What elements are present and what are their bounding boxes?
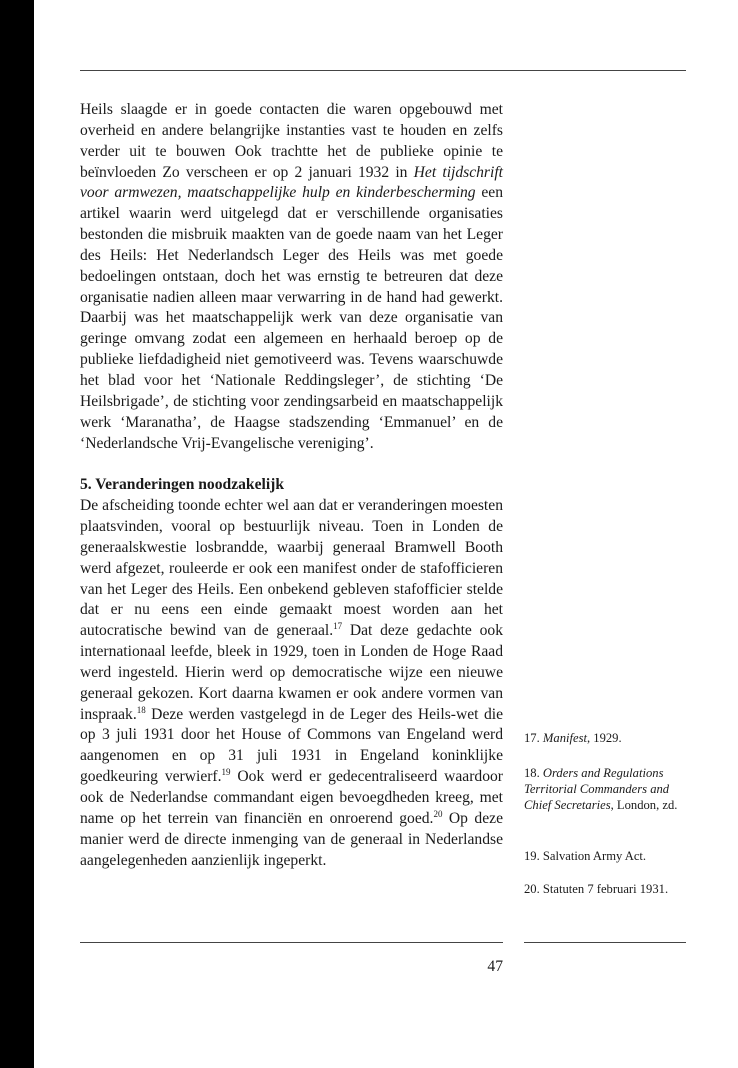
footnote-text: , London, zd.	[610, 798, 678, 812]
footnote-ref-18[interactable]: 18	[136, 704, 146, 715]
paragraph-text: Dat deze gedachte ook internationaal leefde, bleek in 1929, toen in Londen de Hoge Raad werd ingesteld. Hierin werd op democratische wijze een nieuwe generaal gekozen. Kort daarna kwamen er ook andere vormen van inspraak.	[80, 622, 503, 723]
top-rule	[80, 70, 686, 71]
footnote-title: Manifest	[542, 731, 587, 745]
footnote-number: 17.	[524, 731, 540, 745]
main-text-column	[80, 100, 503, 871]
footnote-17	[524, 730, 689, 746]
bottom-rule-main	[80, 942, 503, 943]
footnote-title: Orders and Regulations Territorial Commanders and Chief Secretaries	[524, 766, 670, 812]
footnote-ref-19[interactable]: 19	[221, 766, 231, 777]
footnote-ref-20[interactable]: 20	[433, 808, 443, 819]
footnote-text: , 1929.	[586, 731, 622, 745]
footnote-19: 19. Salvation Army Act.	[524, 849, 647, 863]
page-number: 47	[487, 958, 503, 975]
journal-title: Het tijdschrift voor armwezen, maatschappelijke hulp en kinderbescherming	[80, 163, 504, 202]
paragraph-text: Heils slaagde er in goede contacten die waren opgebouwd met overheid en andere belangrijke instanties vast te houden en zelfs verder uit te bouwen Ook trachtte het de publieke opinie te beïnvloeden Zo verscheen er op 2 januari 1932 in	[80, 101, 503, 181]
footnote-20: 20. Statuten 7 februari 1931.	[524, 882, 669, 896]
section-heading: 5. Veranderingen noodzakelijk	[80, 476, 285, 494]
footnote-18	[524, 765, 689, 813]
footnote-ref-17[interactable]: 17	[333, 621, 343, 632]
bottom-rule-side	[524, 942, 686, 943]
paragraph-text: Deze werden vastgelegd in de Leger des Heils-wet die op 3 juli 1931 door het House of Commons van Engeland werd aangenomen en op 31 juli 1931 in Engeland koninklijke goedkeuring verwierf.	[80, 705, 503, 786]
binding-edge	[0, 0, 34, 1068]
body-paragraph-1	[80, 100, 503, 454]
body-paragraph-2	[80, 496, 503, 871]
paragraph-text: Op deze manier werd de directe inmenging van de generaal in Nederlandse aangelegenheden aanzienlijk ingeperkt.	[80, 809, 503, 869]
paragraph-text: een artikel waarin werd uitgelegd dat er verschillende organisaties bestonden die misbruik maakten van de goede naam van het Leger des Heils: Het Nederlandsch Leger des Heils was met goede bedoelingen ontstaan, doch het was ernstig te betreuren dat deze organisatie nadien alleen maar verwarring in de hand had gewerkt. Daarbij was het maatschappelijk werk van deze organisatie van geringe omvang zodat een algemeen en herhaald beroep op de publieke liefdadigheid niet gemotiveerd was. Tevens waarschuwde het blad voor het ‘Nationale Reddingsleger’, de stichting ‘De Heilsbrigade’, de stichting voor zendingsarbeid en maatschappelijk werk ‘Maranatha’, de Haagse stadszending ‘Emmanuel’ en de ‘Nederlandsche Vrij-Evangelische vereniging’.	[80, 184, 503, 452]
paragraph-text: Ook werd er gedecentraliseerd waardoor ook de Nederlandse commandant eigen bevoegdheden kreeg, met name op het terrein van financiën en onroerend goed.	[80, 768, 503, 827]
paragraph-text: De afscheiding toonde echter wel aan dat er veranderingen moesten plaatsvinden, vooral op bestuurlijk niveau. Toen in Londen de generaalskwestie losbrandde, waarbij generaal Bramwell Booth werd afgezet, rouleerde er ook een manifest onder de stafofficieren van het Leger des Heils. Een onbekend gebleven stafofficier stelde dat er nu eens een einde gemaakt moest worden aan het autocratische bewind van de generaal.	[80, 497, 503, 640]
footnote-number: 18.	[524, 766, 540, 780]
